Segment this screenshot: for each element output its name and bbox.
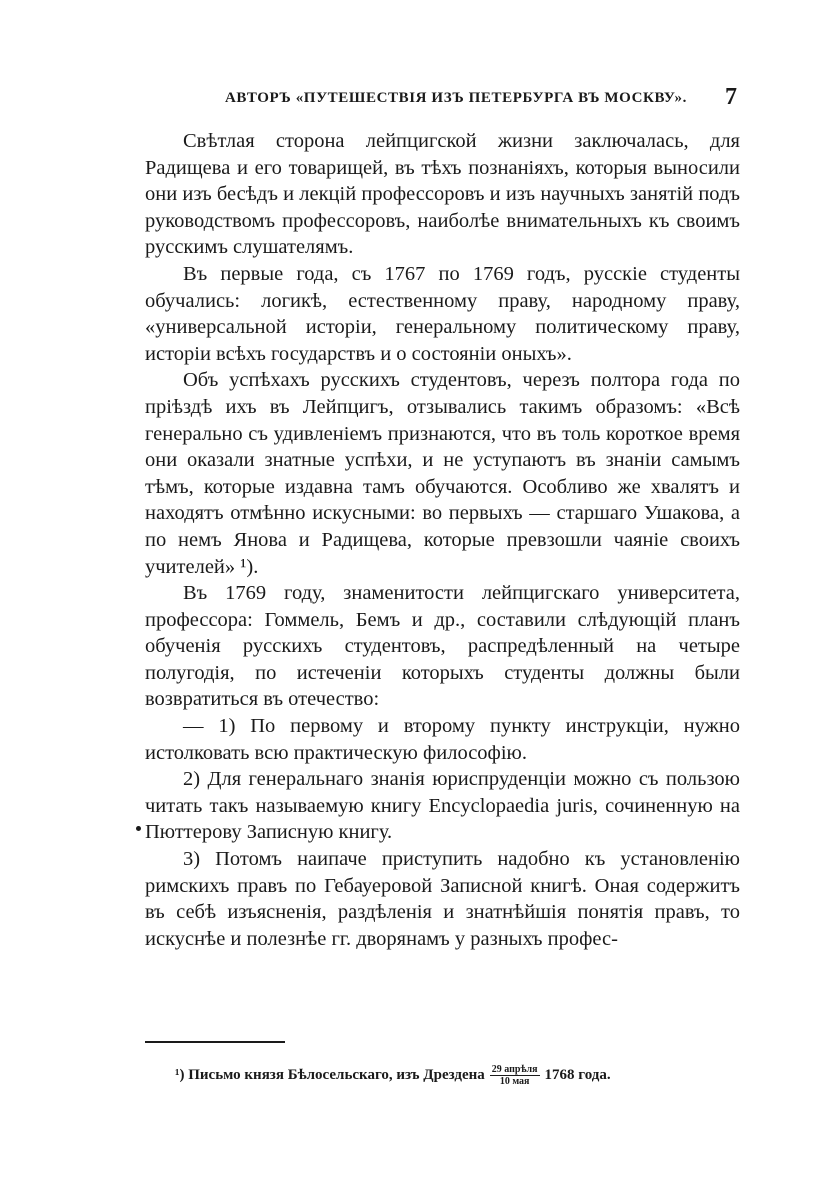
margin-dot [136, 826, 141, 831]
running-title: АВТОРЪ «ПУТЕШЕСТВІЯ ИЗЪ ПЕТЕРБУРГА ВЪ МОСКВУ». [225, 90, 687, 106]
footnote [175, 1064, 611, 1087]
paragraph-2: Въ первые года, съ 1767 по 1769 годъ, русскіе студенты обучались: логикѣ, естественному праву, народному праву, «универсальной исторіи, генеральному политическому праву, исторіи всѣхъ государствъ и о состояніи оныхъ». [145, 262, 740, 365]
paragraph-item-3: 3) Потомъ наипаче приступить надобно къ установленію римскихъ правъ по Гебауеровой Записной книгѣ. Оная содержитъ въ себѣ изъясненія, раздѣленія и знатнѣйшія понятія правъ, то искуснѣе и полезнѣе гг. дворянамъ у разныхъ профес- [145, 848, 740, 950]
paragraph-item-2: 2) Для генеральнаго знанія юриспруденціи можно съ пользою читать такъ называемую книгу Encyclopaedia juris, сочиненную на Пюттерову Записную книгу. [145, 768, 740, 844]
fraction-bottom: 10 мая [499, 1076, 530, 1087]
body-text [145, 128, 740, 952]
paragraph-3: Объ успѣхахъ русскихъ студентовъ, черезъ полтора года по пріѣздѣ ихъ въ Лейпцигъ, отзывались такимъ образомъ: «Всѣ генерально съ удивленіемъ признаются, что въ толь короткое время они оказали знатные успѣхи, и не уступаютъ въ знаніи самымъ тѣмъ, которые издавна тамъ обучаются. Особливо же хвалятъ и находятъ отмѣнно искусными: во первыхъ — старшаго Ушакова, а по немъ Янова и Радищева, которые превзошли чаяніе своихъ учителей» ¹). [145, 369, 740, 578]
footnote-rule [145, 1041, 285, 1043]
footnote-text-after: 1768 года. [544, 1067, 611, 1083]
paragraph-1: Свѣтлая сторона лейпцигской жизни заключалась, для Радищева и его товарищей, въ тѣхъ познаніяхъ, которыя выносили они изъ бесѣдъ и лекцій профессоровъ и изъ научныхъ занятій подъ руководствомъ профессоровъ, наиболѣе внимательныхъ къ своимъ русскимъ слушателямъ. [145, 130, 740, 259]
fraction-top: 29 апрѣля [491, 1064, 538, 1075]
running-head [225, 84, 745, 114]
footnote-date-fraction [490, 1064, 540, 1087]
page-number: 7 [725, 84, 737, 110]
footnote-text-before: ¹) Письмо князя Бѣлосельскаго, изъ Дрездена [175, 1067, 485, 1083]
paragraph-item-1: — 1) По первому и второму пункту инструкціи, нужно истолковать всю практическую философію. [145, 715, 740, 764]
paragraph-4: Въ 1769 году, знаменитости лейпцигскаго университета, профессора: Гоммель, Бемъ и др., составили слѣдующій планъ обученія русскихъ студентовъ, распредѣленный на четыре полугодія, по истеченіи которыхъ студенты должны были возвратиться въ отечество: [145, 582, 740, 711]
